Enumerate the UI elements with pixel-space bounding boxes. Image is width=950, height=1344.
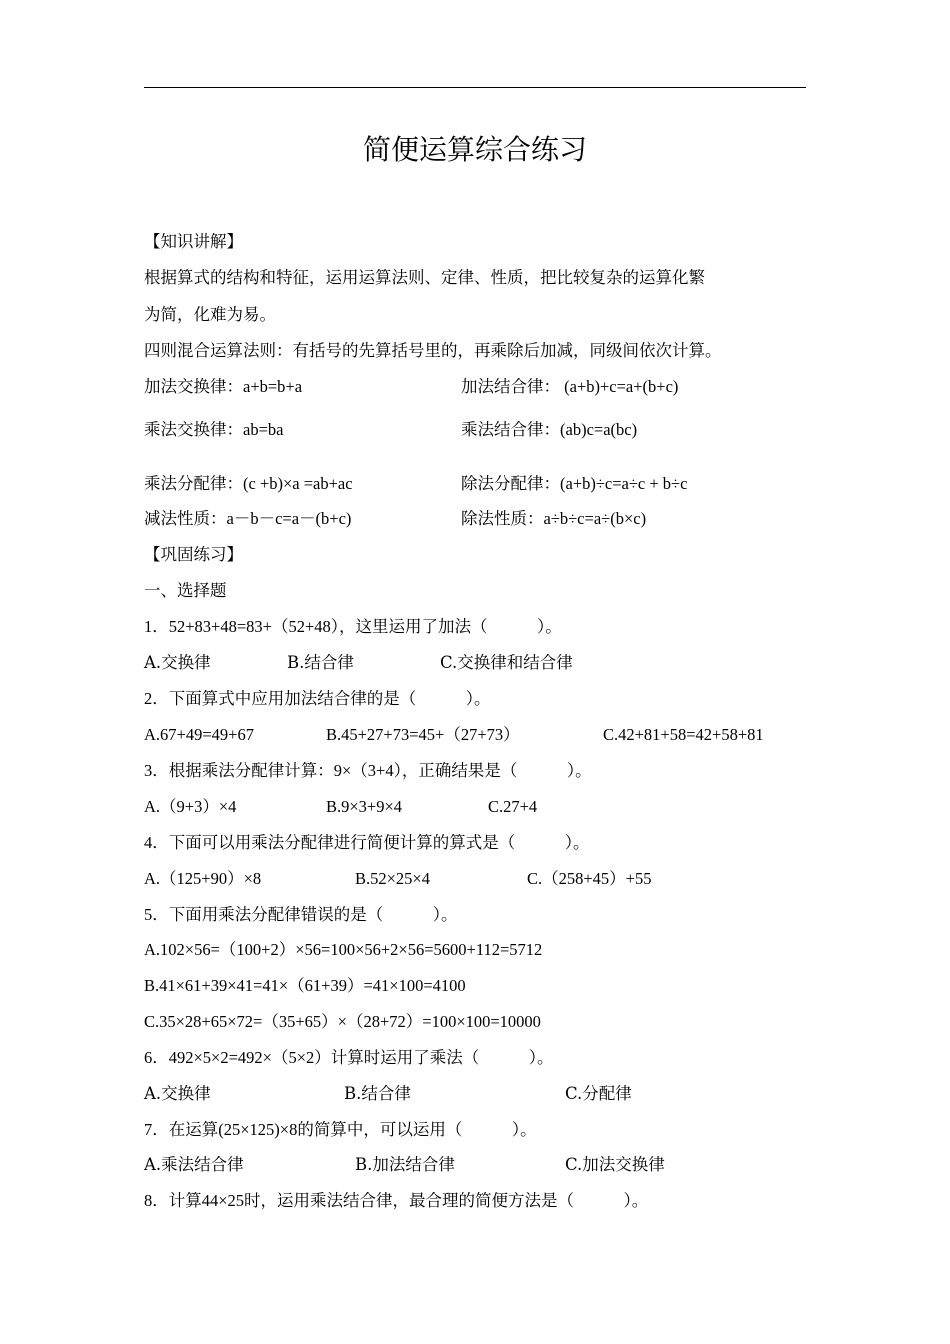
law-label: 乘法分配律： xyxy=(144,474,243,493)
question-2-option-a: A.67+49=49+67 xyxy=(144,725,254,744)
question-4-stem: 4．下面可以用乘法分配律进行简便计算的算式是（ ）。 xyxy=(144,833,590,852)
question-3-option-b: B.9×3+9×4 xyxy=(326,797,403,816)
law-formula: a÷b÷c=a÷(b×c) xyxy=(543,509,647,528)
law-label: 除法分配律： xyxy=(461,474,560,493)
question-5-option-b: B.41×61+39×41=41×（61+39）=41×100=4100 xyxy=(144,976,466,995)
header-rule xyxy=(144,87,806,88)
law-label: 乘法交换律： xyxy=(144,420,243,439)
law-multiplication-commutative xyxy=(144,418,283,442)
question-5-option-a: A.102×56=（100+2）×56=100×56+2×56=5600+112=5712 xyxy=(144,940,543,959)
question-1-option-b: B.结合律 xyxy=(287,653,354,672)
law-formula: (a+b)÷c=a÷c + b÷c xyxy=(560,474,688,493)
law-label: 除法性质： xyxy=(461,509,544,528)
question-8-stem: 8．计算44×25时，运用乘法结合律，最合理的简便方法是（ ）。 xyxy=(144,1191,649,1210)
question-6-option-a: A.交换律 xyxy=(144,1084,211,1103)
law-label: 加法交换律： xyxy=(144,377,243,396)
question-2-option-c: C.42+81+58=42+58+81 xyxy=(603,725,764,744)
question-4-option-b: B.52×25×4 xyxy=(355,869,430,888)
section-title-multiple-choice: 一、选择题 xyxy=(144,581,227,600)
question-6-option-b: B.结合律 xyxy=(344,1084,411,1103)
question-7-option-a: A.乘法结合律 xyxy=(144,1155,244,1174)
question-7-option-b: B.加法结合律 xyxy=(355,1155,455,1174)
law-formula: a－b－c=a－(b+c) xyxy=(226,509,352,528)
law-addition-associative xyxy=(461,375,678,399)
law-division-distributive xyxy=(461,472,687,496)
law-formula: (a+b)+c=a+(b+c) xyxy=(560,377,679,396)
practice-heading: 【巩固练习】 xyxy=(144,545,243,564)
law-multiplication-associative xyxy=(461,418,637,442)
question-6-option-c: C.分配律 xyxy=(565,1084,632,1103)
knowledge-heading: 【知识讲解】 xyxy=(144,232,243,251)
law-multiplication-distributive xyxy=(144,472,353,496)
question-1-option-c: C.交换律和结合律 xyxy=(440,653,573,672)
page-title: 简便运算综合练习 xyxy=(362,133,587,166)
law-division-property xyxy=(461,507,646,531)
law-label: 减法性质： xyxy=(144,509,227,528)
question-3-stem: 3．根据乘法分配律计算：9×（3+4），正确结果是（ ）。 xyxy=(144,761,592,780)
law-formula: ab=ba xyxy=(243,420,284,439)
question-1-stem: 1．52+83+48=83+（52+48），这里运用了加法（ ）。 xyxy=(144,617,562,636)
question-7-stem: 7．在运算(25×125)×8的简算中，可以运用（ ）。 xyxy=(144,1120,537,1139)
question-7-option-c: C.加法交换律 xyxy=(565,1155,665,1174)
law-label: 加法结合律： xyxy=(461,377,560,396)
knowledge-intro-line-1: 根据算式的结构和特征，运用运算法则、定律、性质，把比较复杂的运算化繁 xyxy=(144,268,705,287)
question-3-option-a: A.（9+3）×4 xyxy=(144,797,237,816)
question-5-option-c: C.35×28+65×72=（35+65）×（28+72）=100×100=10000 xyxy=(144,1012,541,1031)
law-formula: (ab)c=a(bc) xyxy=(560,420,638,439)
question-2-stem: 2．下面算式中应用加法结合律的是（ ）。 xyxy=(144,689,491,708)
law-formula: (c +b)×a =ab+ac xyxy=(243,474,353,493)
question-4-option-c: C.（258+45）+55 xyxy=(527,869,652,888)
law-label: 乘法结合律： xyxy=(461,420,560,439)
question-6-stem: 6．492×5×2=492×（5×2）计算时运用了乘法（ ）。 xyxy=(144,1048,554,1067)
question-2-option-b: B.45+27+73=45+（27+73） xyxy=(326,725,520,744)
mixed-operation-rule: 四则混合运算法则：有括号的先算括号里的，再乘除后加减，同级间依次计算。 xyxy=(144,341,722,360)
law-addition-commutative xyxy=(144,375,302,399)
question-4-option-a: A.（125+90）×8 xyxy=(144,869,262,888)
law-subtraction-property xyxy=(144,507,351,531)
question-1-option-a: A.交换律 xyxy=(144,653,211,672)
knowledge-intro-line-2: 为简，化难为易。 xyxy=(144,305,276,324)
question-5-stem: 5．下面用乘法分配律错误的是（ ）。 xyxy=(144,905,458,924)
question-3-option-c: C.27+4 xyxy=(488,797,538,816)
law-formula: a+b=b+a xyxy=(243,377,303,396)
